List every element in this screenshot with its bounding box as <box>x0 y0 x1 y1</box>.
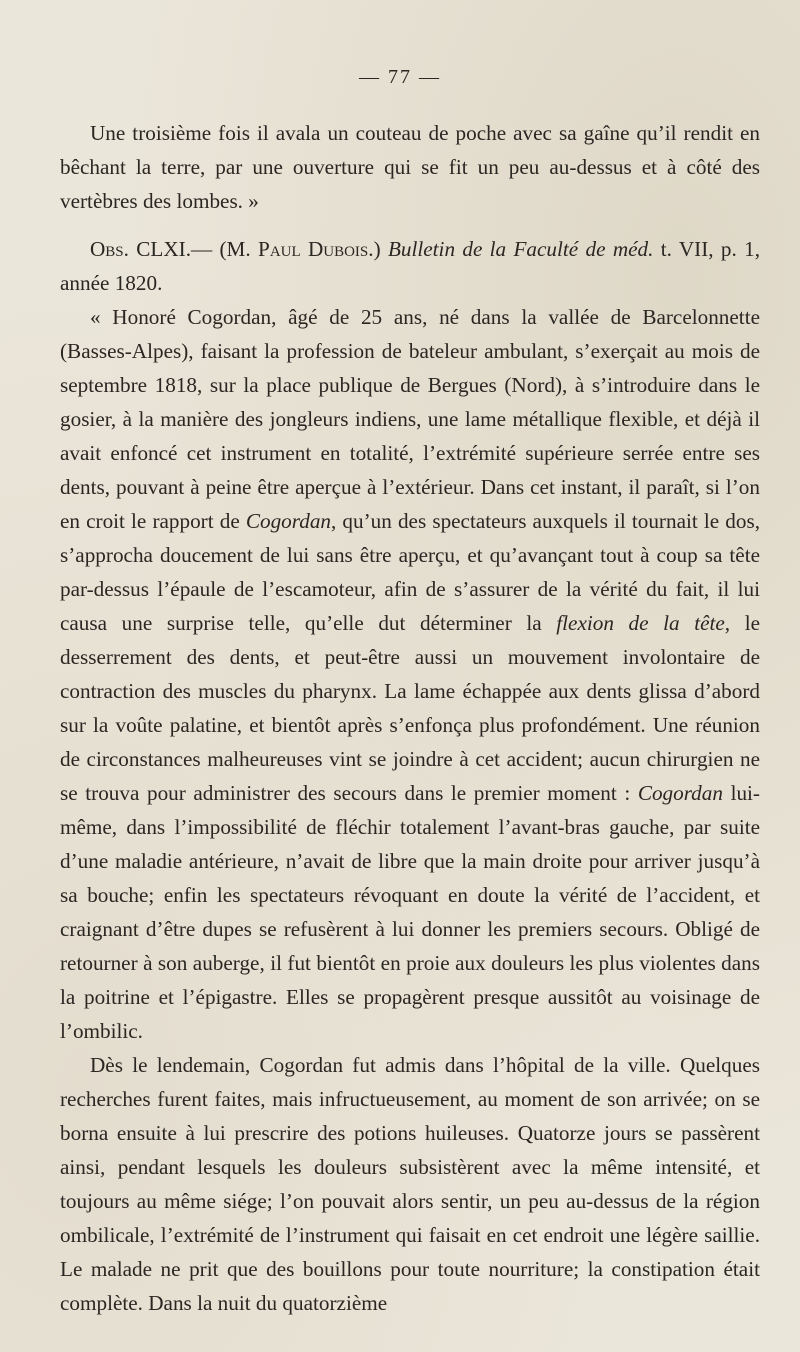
paragraph-3: Dès le lendemain, Cogordan fut admis dans l’hôpital de la ville. Quelques recherches furent faites, mais infructueusement, au moment de son arrivée; on se borna ensuite à lui prescrire des potions huileuses. Quatorze jours se passèrent ainsi, pendant lesquels les douleurs subsistèrent avec la même intensité, et toujours au même siége; l’on pouvait alors sentir, un peu au-dessus de la région ombilicale, l’extrémité de l’instrument qui faisait en cet endroit une légère saillie. Le malade ne prit que des bouillons pour toute nourriture; la constipation était complète. Dans la nuit du quatorzième <box>60 1053 760 1315</box>
obs-sep: — (M. <box>191 237 259 261</box>
paragraph-1: Une troisième fois il avala un couteau de poche avec sa gaîne qu’il rendit en bêchant la terre, par une ouverture qui se fit un peu au-dessus et à côté des vertèbres des lombes. » <box>60 121 760 213</box>
para2-name1: Cogordan <box>245 509 332 533</box>
obs-author: Paul Dubois <box>258 237 369 261</box>
obs-ref: t. VII, p. 1, année 1820. <box>60 237 760 295</box>
para2-name2: Cogordan <box>637 781 723 805</box>
obs-journal: Bulletin de la Faculté de méd. <box>387 237 654 261</box>
paragraph-2 <box>60 300 760 1048</box>
page-body <box>60 116 760 1320</box>
para2-b: , qu’un des spectateurs auxquels il tournait le dos, s’approcha doucement de lui sans être aperçu, et qu’avançant tout à coup sa tête par-dessus l’épaule de l’escamoteur, afin de s’assurer de la vérité du fait, il lui causa une surprise telle, qu’elle dut déterminer la <box>60 509 761 635</box>
para2-flexion: flexion de la tête <box>556 611 725 635</box>
para2-a: « Honoré Cogordan, âgé de 25 ans, né dans la vallée de Barcelonnette (Basses-Alpes), faisant la profession de bateleur ambulant, s’exerçait au mois de septembre 1818, sur la place publique de Bergues (Nord), à s’introduire dans le gosier, à la manière des jongleurs indiens, une lame métallique flexible, et déjà il avait enfoncé cet instrument en totalité, l’extrémité supérieure serrée entre ses dents, pouvant à peine être aperçue à l’extérieur. Dans cet instant, il paraît, si l’on en croit le rapport de <box>60 305 760 533</box>
obs-close: .) <box>368 237 388 261</box>
page-number: — 77 — <box>359 66 441 88</box>
para2-d: lui-même, dans l’impossibilité de fléchir totalement l’avant-bras gauche, par suite d’une maladie antérieure, n’avait de libre que la main droite pour arriver jusqu’à sa bouche; enfin les spectateurs révoquant en doute la vérité de l’accident, et craignant d’être dupes se refusèrent à lui donner les premiers secours. Obligé de retourner à son auberge, il fut bientôt en proie aux douleurs les plus violentes dans la poitrine et l’épigastre. Elles se propagèrent presque aussitôt au voisinage de l’ombilic. <box>60 781 760 1043</box>
observation-heading <box>60 232 760 300</box>
obs-label: Obs. CLXI. <box>90 237 191 261</box>
para2-c: , le desserrement des dents, et peut-être aussi un mouvement involontaire de contraction des muscles du pharynx. La lame échappée aux dents glissa d’abord sur la voûte palatine, et bientôt après s’enfonça plus profondément. Une réunion de circonstances malheureuses vint se joindre à cet accident; aucun chirurgien ne se trouva pour administrer des secours dans le premier moment : <box>60 611 760 805</box>
